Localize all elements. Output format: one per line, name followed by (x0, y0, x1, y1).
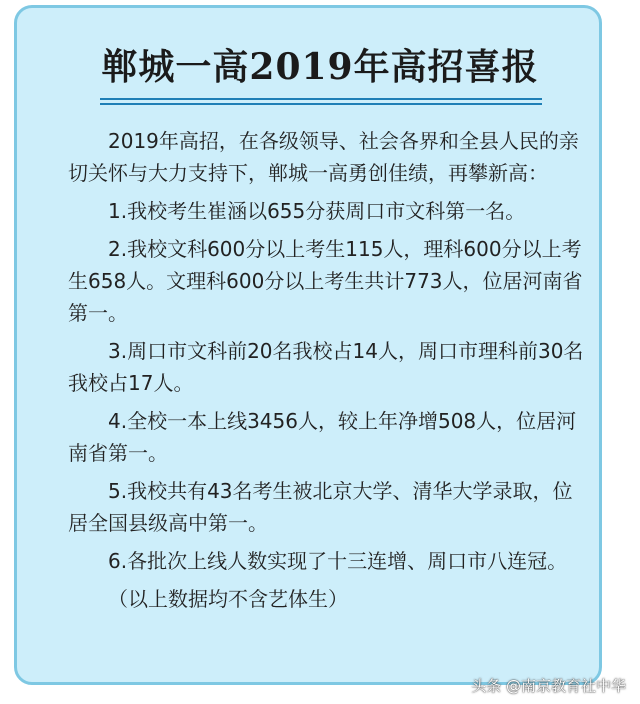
intro-paragraph: 2019年高招，在各级领导、社会各界和全县人民的亲切关怀与大力支持下，郸城一高勇创佳绩，再攀新高： (68, 129, 579, 185)
title-underline (100, 98, 542, 100)
list-item: 6.各批次上线人数实现了十三连增、周口市八连冠。 (108, 549, 568, 573)
title-underline-second (100, 103, 542, 105)
list-item: 5.我校共有43名考生被北京大学、清华大学录取，位居全国县级高中第一。 (68, 479, 573, 535)
list-item: 3.周口市文科前20名我校占14人，周口市理科前30名我校占17人。 (68, 339, 584, 395)
list-item: 2.我校文科600分以上考生115人，理科600分以上考生658人。文理科600分以上考生共计773人，位居河南省第一。 (68, 237, 583, 325)
page-title: 郸城一高2019年高招喜报 (101, 46, 539, 88)
source-watermark: 头条 @南京教育社中华 (471, 677, 626, 695)
footnote: （以上数据均不含艺体生） (108, 587, 348, 611)
list-item: 1.我校考生崔涵以655分获周口市文科第一名。 (108, 199, 526, 223)
list-item: 4.全校一本上线3456人，较上年净增508人，位居河南省第一。 (68, 409, 577, 465)
announcement-body (68, 125, 588, 621)
